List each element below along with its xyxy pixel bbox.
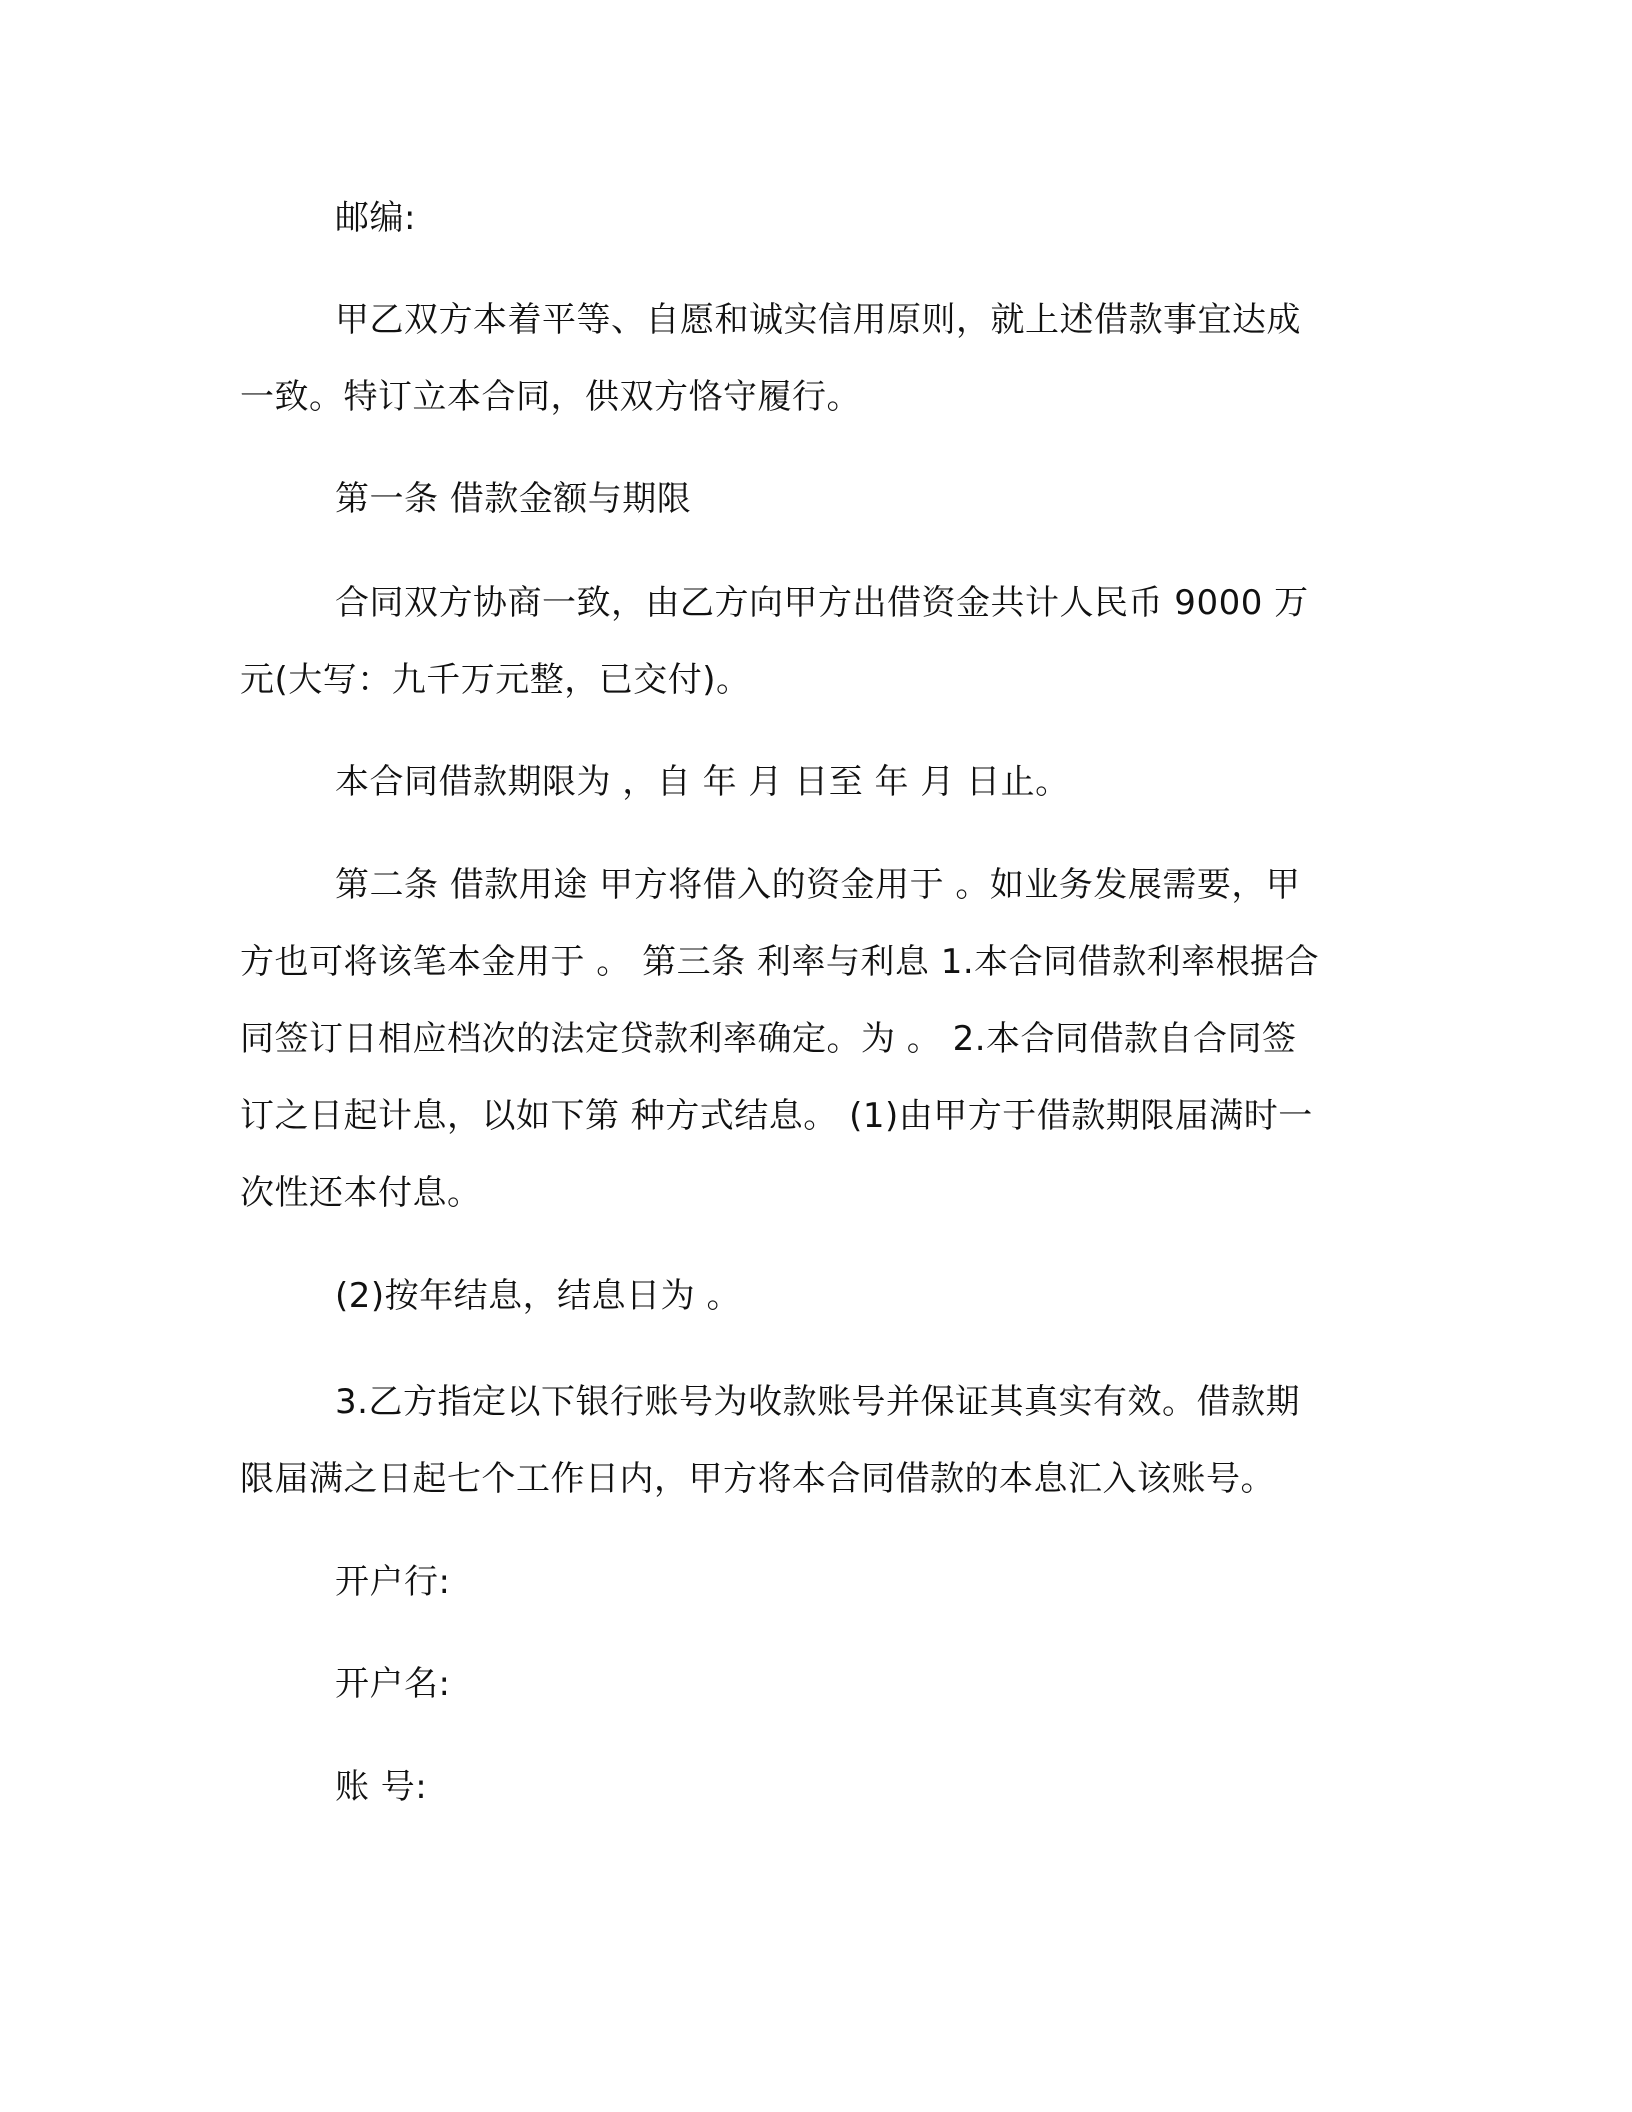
loan-amount-line-1: 合同双方协商一致，由乙方向甲方出借资金共计人民币 9000 万: [335, 583, 1309, 623]
loan-term-line: 本合同借款期限为 ，自 年 月 日至 年 月 日止。: [335, 762, 1070, 802]
article-2-line-2: 方也可将该笔本金用于 。 第三条 利率与利息 1.本合同借款利率根据合: [240, 942, 1320, 982]
bank-account-paragraph-line-2: 限届满之日起七个工作日内，甲方将本合同借款的本息汇入该账号。: [240, 1459, 1275, 1499]
article-2-line-1: 第二条 借款用途 甲方将借入的资金用于 。如业务发展需要，甲: [335, 865, 1301, 905]
interest-option-2-line: (2)按年结息，结息日为 。: [335, 1276, 741, 1316]
intro-paragraph-line-2: 一致。特订立本合同，供双方恪守履行。: [240, 377, 861, 417]
account-number-label: 账 号:: [335, 1767, 428, 1807]
bank-name-label: 开户行:: [335, 1562, 451, 1602]
article-2-line-3: 同签订日相应档次的法定贷款利率确定。为 。 2.本合同借款自合同签: [240, 1019, 1297, 1059]
bank-account-paragraph-line-1: 3.乙方指定以下银行账号为收款账号并保证其真实有效。借款期: [335, 1382, 1300, 1422]
loan-amount-line-2: 元(大写：九千万元整，已交付)。: [240, 660, 751, 700]
intro-paragraph-line-1: 甲乙双方本着平等、自愿和诚实信用原则，就上述借款事宜达成: [335, 300, 1301, 340]
account-name-label: 开户名:: [335, 1664, 451, 1704]
article-2-line-5: 次性还本付息。: [240, 1173, 482, 1213]
postcode-label: 邮编:: [335, 198, 416, 238]
article-1-title: 第一条 借款金额与期限: [335, 479, 692, 519]
article-2-line-4: 订之日起计息，以如下第 种方式结息。 (1)由甲方于借款期限届满时一: [240, 1096, 1313, 1136]
